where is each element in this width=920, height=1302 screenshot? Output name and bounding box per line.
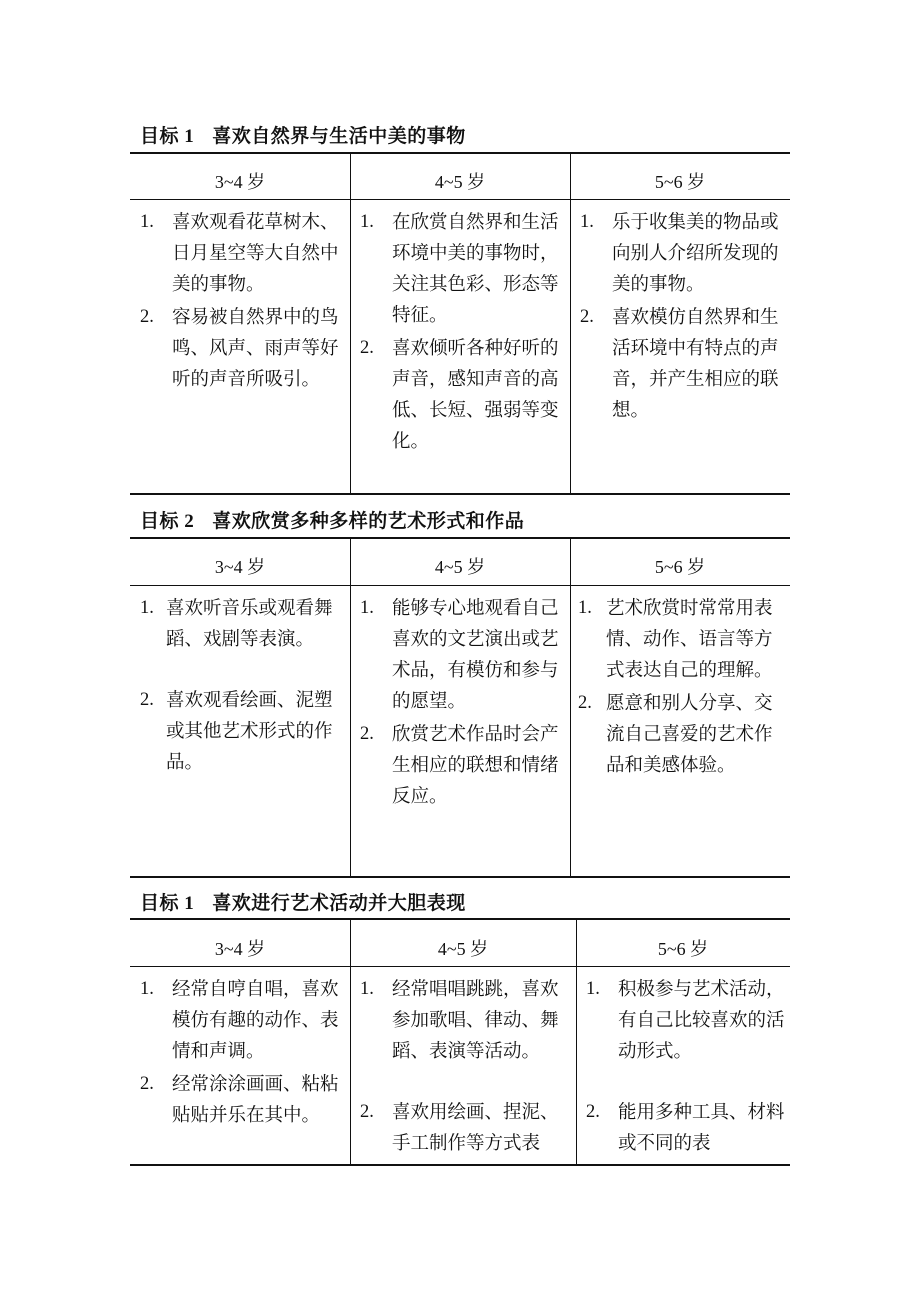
table-bottom-rule (130, 493, 790, 495)
item-number: 1. (360, 212, 374, 232)
item-number: 1. (360, 979, 374, 999)
item-number: 1. (140, 212, 154, 232)
list-item (140, 1069, 342, 1131)
item-number: 2. (586, 1102, 600, 1122)
age-header: 4~5 岁 (434, 557, 486, 577)
item-number: 1. (140, 979, 154, 999)
item-text: 喜欢观看花草树木、日月星空等大自然中美的事物。 (172, 212, 339, 295)
item-text: 经常自哼自唱，喜欢模仿有趣的动作、表情和声调。 (172, 979, 339, 1062)
item-number: 2. (140, 1074, 154, 1094)
goal-number: 目标 1 (140, 893, 195, 914)
list-item (360, 333, 562, 457)
item-text: 乐于收集美的物品或向别人介绍所发现的美的事物。 (612, 212, 779, 295)
item-text: 喜欢观看绘画、泥塑或其他艺术形式的作品。 (166, 690, 333, 773)
age-header: 3~4 岁 (214, 557, 266, 577)
list-item (578, 688, 782, 781)
list-item (580, 207, 780, 300)
item-text: 喜欢听音乐或观看舞蹈、戏剧等表演。 (166, 598, 333, 650)
column-divider (570, 153, 571, 493)
item-number: 1. (580, 212, 594, 232)
list-item (580, 302, 780, 426)
list-item (586, 1097, 786, 1159)
list-item (140, 974, 342, 1067)
table-cell (586, 974, 786, 1159)
table-cell (578, 593, 782, 781)
goal-title-2 (140, 506, 524, 533)
table-cell (360, 974, 570, 1159)
item-number: 1. (140, 598, 154, 618)
item-text: 喜欢用绘画、捏泥、手工制作等方式表 (392, 1102, 559, 1154)
goal-number: 目标 2 (140, 511, 195, 532)
table-top-rule (130, 152, 790, 154)
item-text: 在欣赏自然界和生活环境中美的事物时，关注其色彩、形态等特征。 (392, 212, 559, 326)
item-text: 能够专心地观看自己喜欢的文艺演出或艺术品，有模仿和参与的愿望。 (392, 598, 559, 712)
item-text: 艺术欣赏时常常用表情、动作、语言等方式表达自己的理解。 (606, 598, 773, 681)
list-item (140, 302, 340, 395)
goal-text: 喜欢进行艺术活动并大胆表现 (212, 892, 466, 914)
list-item (360, 1097, 570, 1159)
goal-text: 喜欢自然界与生活中美的事物 (212, 125, 466, 147)
table-cell (360, 593, 562, 812)
item-number: 1. (586, 979, 600, 999)
goal-title-3 (140, 888, 466, 915)
spacer (140, 655, 350, 685)
header-rule (130, 585, 790, 586)
item-text: 容易被自然界中的鸟鸣、风声、雨声等好听的声音所吸引。 (172, 307, 339, 390)
table-top-rule (130, 918, 790, 920)
age-header: 5~6 岁 (657, 939, 709, 959)
column-divider (350, 919, 351, 1164)
list-item (140, 593, 350, 655)
list-item (578, 593, 782, 686)
item-text: 欣赏艺术作品时会产生相应的联想和情绪反应。 (392, 724, 559, 807)
item-number: 2. (578, 693, 592, 713)
list-item (360, 593, 562, 717)
spacer (360, 1067, 570, 1097)
spacer (586, 1067, 786, 1097)
table-bottom-rule (130, 1164, 790, 1166)
age-header: 4~5 岁 (437, 939, 489, 959)
age-header: 3~4 岁 (214, 172, 266, 192)
header-rule (130, 966, 790, 967)
item-text: 经常涂涂画画、粘粘贴贴并乐在其中。 (172, 1074, 339, 1126)
list-item (140, 207, 340, 300)
item-text: 愿意和别人分享、交流自己喜爱的艺术作品和美感体验。 (606, 693, 773, 776)
item-number: 2. (140, 307, 154, 327)
item-text: 喜欢模仿自然界和生活环境中有特点的声音，并产生相应的联想。 (612, 307, 779, 421)
age-header: 3~4 岁 (214, 939, 266, 959)
goal-title-1 (140, 121, 466, 148)
table-cell (140, 207, 340, 395)
list-item (360, 719, 562, 812)
item-number: 1. (360, 598, 374, 618)
item-text: 经常唱唱跳跳，喜欢参加歌唱、律动、舞蹈、表演等活动。 (392, 979, 559, 1062)
column-divider (350, 538, 351, 876)
goal-number: 目标 1 (140, 126, 195, 147)
table-cell (360, 207, 562, 457)
item-text: 喜欢倾听各种好听的声音，感知声音的高低、长短、强弱等变化。 (392, 338, 559, 452)
list-item (360, 207, 562, 331)
age-header: 5~6 岁 (654, 172, 706, 192)
goal-text: 喜欢欣赏多种多样的艺术形式和作品 (212, 510, 525, 532)
table-cell (580, 207, 780, 426)
header-rule (130, 199, 790, 200)
table-cell (140, 974, 342, 1131)
table-cell (140, 593, 350, 778)
item-number: 2. (140, 690, 154, 710)
column-divider (570, 538, 571, 876)
age-header: 5~6 岁 (654, 557, 706, 577)
item-text: 能用多种工具、材料或不同的表 (618, 1102, 785, 1154)
table-top-rule (130, 537, 790, 539)
item-number: 2. (580, 307, 594, 327)
list-item (586, 974, 786, 1067)
table-bottom-rule (130, 876, 790, 878)
column-divider (350, 153, 351, 493)
item-number: 2. (360, 724, 374, 744)
list-item (360, 974, 570, 1067)
item-number: 1. (578, 598, 592, 618)
age-header: 4~5 岁 (434, 172, 486, 192)
item-number: 2. (360, 1102, 374, 1122)
item-text: 积极参与艺术活动，有自己比较喜欢的活动形式。 (618, 979, 785, 1062)
column-divider (576, 919, 577, 1164)
item-number: 2. (360, 338, 374, 358)
list-item (140, 685, 350, 778)
